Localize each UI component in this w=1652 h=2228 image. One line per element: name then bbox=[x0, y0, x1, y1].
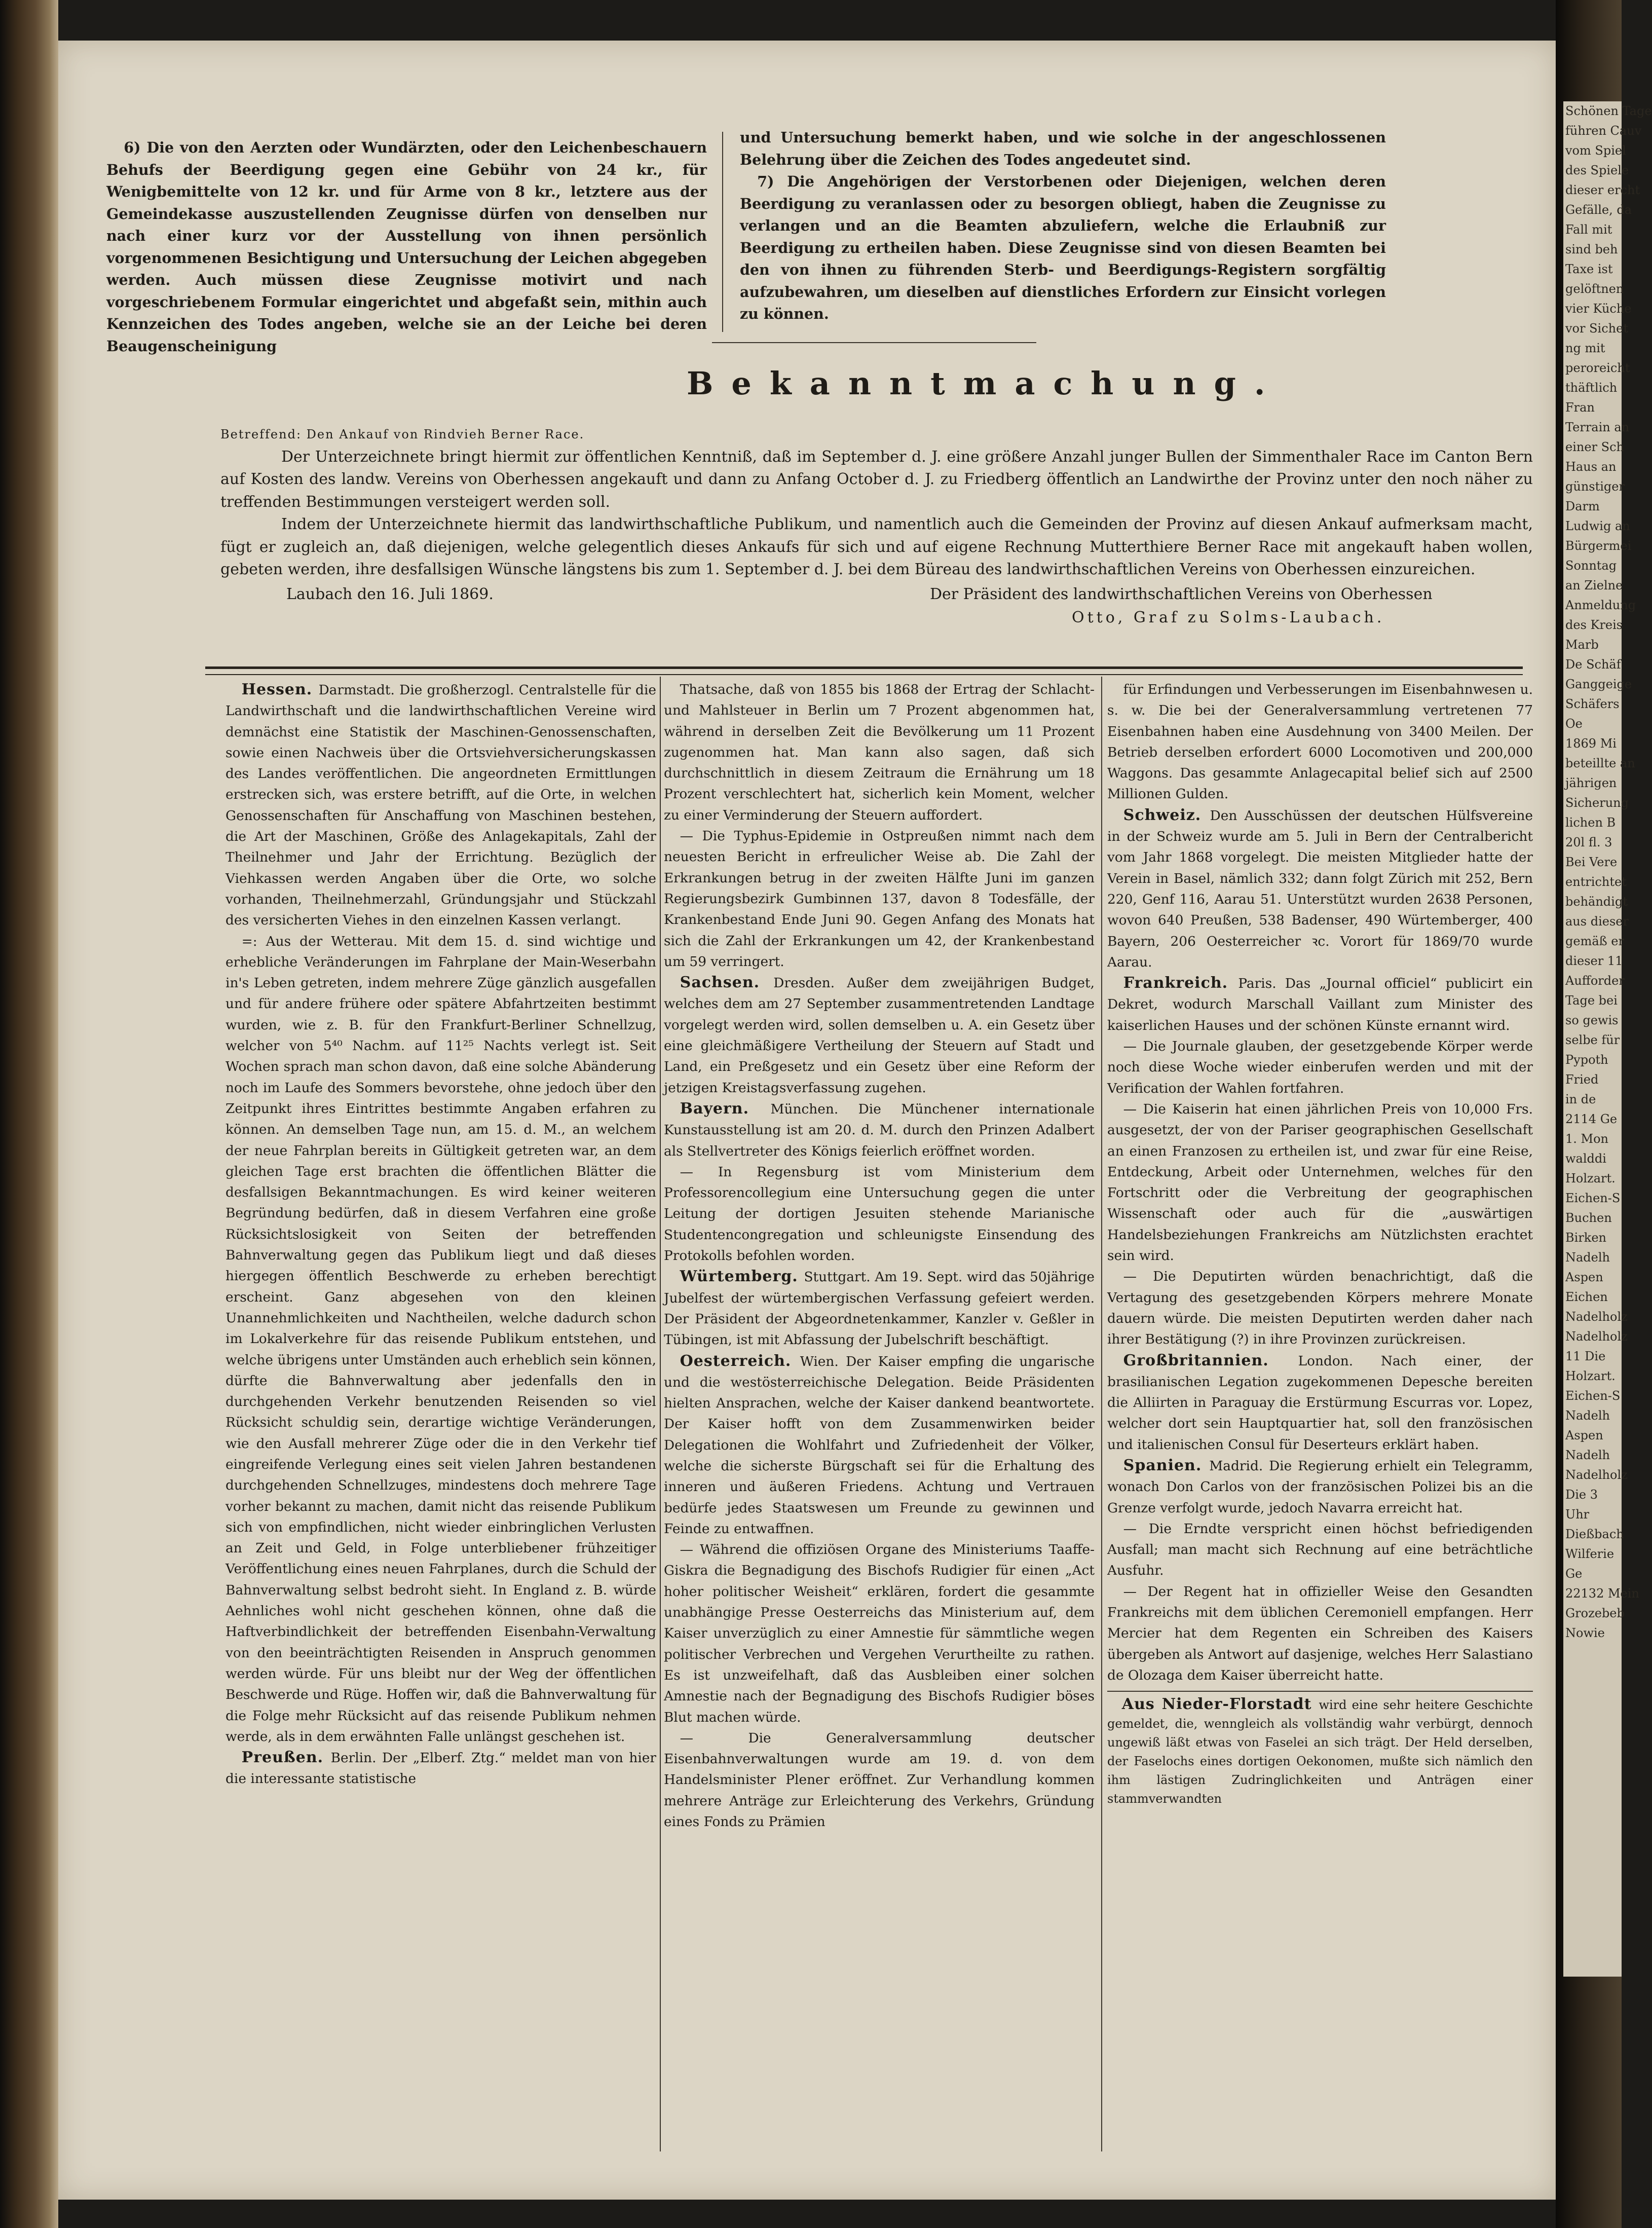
facing-page-fragment: Gefälle, da bbox=[1565, 203, 1632, 217]
facing-page-fragment: Ludwig an bbox=[1565, 519, 1630, 533]
facing-page-fragment: Nadelh bbox=[1565, 1408, 1610, 1423]
column-divider bbox=[1101, 677, 1102, 2151]
article-text: für Erfindungen und Verbesserungen im Eisenbahnwesen u. s. w. Die bei der Generalversammlung vertretenen 77 Eisenbahnen haben eine Ausdehnung von 3400 Meilen. Der Betrieb derselben erfordert 6000 Locomotiven und 200,000 Waggons. Das gesammte Anlagecapital belief sich auf 2500 Millionen Gulden. bbox=[1107, 682, 1533, 802]
article-heading: Frankreich. bbox=[1123, 974, 1238, 992]
article-text: Thatsache, daß von 1855 bis 1868 der Ertrag der Schlacht- und Mahlsteuer in Berlin um 7 Prozent abgenommen hat, während in derselben Zeit die Bevölkerung um 11 Prozent zugenommen hat. Man kann also sagen, daß sich durchschnittlich in diesem Zeitraum die Ernährung um 18 Prozent verschlechtert hat, sicherlich kein Moment, welcher zu einer Verminderung der Steuern auffordert. bbox=[664, 682, 1095, 823]
article-heading: Preußen. bbox=[241, 1749, 331, 1767]
article-paragraph bbox=[1107, 1099, 1533, 1266]
top-left-column bbox=[106, 137, 707, 357]
article-text: 6) Die von den Aerzten oder Wundärzten, oder den Leichenbeschauern Behufs der Beerdigung gegen eine Gebühr von 24 kr., für Wenigbemittelte von 12 kr. und für Arme von 8 kr., letztere aus der Gemeindekasse auszustellenden Zeugnisse dürfen von denselben nur nach einer kurz vor der Ausstellung von ihnen persönlich vorgenommenen Besichtigung und Untersuchung der Leichen abgegeben werden. Auch müssen diese Zeugnisse motivirt und nach vorgeschriebenem Formular eingerichtet und abgefaßt sein, mithin auch Kennzeichen des Todes angeben, welche sie an der Leiche bei deren Beaugenscheinigung bbox=[106, 139, 707, 355]
facing-page-fragment: selbe für bbox=[1565, 1033, 1620, 1047]
article-paragraph bbox=[1107, 1581, 1533, 1686]
article-text: und Untersuchung bemerkt haben, und wie solche in der angeschlossenen Belehrung über die Zeichen des Todes angedeutet sind. bbox=[740, 129, 1386, 168]
article-text: — Die Kaiserin hat einen jährlichen Preis von 10,000 Frs. ausgesetzt, der von der Pariser geographischen Gesellschaft an einen Franzosen zu ertheilen ist, und zwar für eine Reise, Entdeckung, Arbeit oder Unternehmen, welches für den Fortschritt oder die Verbreitung der geographischen Wissenschaft oder auch für die „auswärtigen Handelsbeziehungen Frankreichs am Nützlichsten erachtet sein wird. bbox=[1107, 1101, 1533, 1264]
article-heading: Oesterreich. bbox=[680, 1352, 800, 1370]
article-paragraph bbox=[664, 972, 1095, 1098]
article-paragraph bbox=[664, 1351, 1095, 1540]
facing-page-fragment: 22132 Mein bbox=[1565, 1586, 1639, 1601]
facing-page-fragment: Uhr bbox=[1565, 1507, 1590, 1521]
facing-page-fragment: Nadelholz bbox=[1565, 1468, 1628, 1482]
facing-page-fragment: beteillte an bbox=[1565, 756, 1635, 770]
facing-page-fragment: in de bbox=[1565, 1092, 1596, 1106]
facing-page-fragment: Aspen bbox=[1565, 1428, 1603, 1442]
facing-page-fragment: an Zielne bbox=[1565, 578, 1623, 592]
facing-page-fragment: ng mit bbox=[1565, 341, 1605, 355]
announcement-signer-title: Der Präsident des landwirthschaftlichen Vereins von Oberhessen bbox=[930, 585, 1433, 603]
article-heading: Würtemberg. bbox=[680, 1268, 804, 1286]
article-paragraph bbox=[1107, 1266, 1533, 1350]
article-paragraph bbox=[740, 171, 1386, 325]
facing-page-fragment: Grozebeb bbox=[1565, 1606, 1625, 1620]
article-heading: Großbritannien. bbox=[1123, 1351, 1298, 1369]
book-binding-left bbox=[0, 0, 58, 2228]
facing-page-fragment: so gewis bbox=[1565, 1013, 1619, 1027]
article-paragraph bbox=[664, 1539, 1095, 1728]
facing-page-fragment: gemäß er bbox=[1565, 934, 1624, 948]
facing-page-fragment: Birken bbox=[1565, 1231, 1606, 1245]
facing-page-fragment: sind beh bbox=[1565, 242, 1618, 256]
facing-page-fragment: Sonntag bbox=[1565, 559, 1617, 573]
article-paragraph bbox=[740, 127, 1386, 171]
facing-page-fragment: peroreicht bbox=[1565, 361, 1630, 375]
article-paragraph bbox=[664, 1266, 1095, 1350]
announcement-signature-block bbox=[220, 581, 1533, 630]
facing-page-fragment: aus dieser bbox=[1565, 914, 1629, 929]
facing-page-fragment: 2114 Ge bbox=[1565, 1112, 1618, 1126]
article-paragraph bbox=[106, 137, 707, 357]
news-column-1 bbox=[226, 679, 656, 1790]
article-text: wird eine sehr heitere Geschichte gemeldet, die, wenngleich als vollständig wahr verbürgt, dennoch ungewiß läßt etwas von Faselei an sich trägt. Der Held derselben, der Faselochs eines dortigen Oekonomen, mußte sich nämlich den ihm lästigen Zudringlichkeiten und Anträgen einer stammverwandten bbox=[1107, 1698, 1533, 1806]
facing-page-fragment: 11 Die bbox=[1565, 1349, 1606, 1363]
short-rule bbox=[712, 342, 1036, 343]
facing-page-fragment: Eichen bbox=[1565, 1290, 1608, 1304]
news-column-2 bbox=[664, 679, 1095, 1832]
facing-page-fragment: Die 3 bbox=[1565, 1488, 1598, 1502]
facing-page-fragment: Aspen bbox=[1565, 1270, 1603, 1284]
facing-page-fragment: 1. Mon bbox=[1565, 1132, 1609, 1146]
article-paragraph bbox=[1107, 1518, 1533, 1581]
newspaper-page bbox=[58, 41, 1556, 2200]
facing-page-fragment: gelöftnen bbox=[1565, 282, 1624, 296]
article-text: London. Nach einer, der brasilianischen Legation zugekommenen Depesche bereiten die Alliirten in Paraguay die Erstürmung Escurras vor. Lopez, welcher dort sein Hauptquartier hat, soll den französischen und italienischen Consul für Deserteurs erklärt haben. bbox=[1107, 1353, 1533, 1453]
facing-page-fragment: Holzart. bbox=[1565, 1171, 1616, 1185]
facing-page-fragment: Anmeldung bbox=[1565, 598, 1636, 612]
article-paragraph bbox=[1107, 1036, 1533, 1099]
top-right-column bbox=[740, 127, 1386, 325]
local-news-item bbox=[1107, 1695, 1533, 1808]
facing-page-fragment: Dießbach bbox=[1565, 1527, 1624, 1541]
facing-page-fragment: Darm bbox=[1565, 499, 1600, 513]
article-text: — Während die offiziösen Organe des Ministeriums Taaffe-Giskra die Begnadigung des Bischofs Rudigier für einen „Act hoher politischer Weisheit“ erklären, fordert die gesammte unabhängige Presse Oesterreichs das Ministerium auf, dem Kaiser unverzüglich zu einer Amnestie für sämmtliche wegen politischer Verbrechen und Vergehen Verurtheilte zu rathen. Es ist unzweifelhaft, daß das Ausbleiben einer solchen Amnestie nach der Begnadigung des Bischofs Rudigier böses Blut machen würde. bbox=[664, 1542, 1095, 1725]
facing-page-fragment: Tage bei bbox=[1565, 993, 1618, 1008]
facing-page-fragment: Sicherung bbox=[1565, 796, 1629, 810]
facing-page-fragment: behändigt bbox=[1565, 895, 1628, 909]
article-paragraph bbox=[1107, 805, 1533, 973]
announcement-title: Bekanntmachung. bbox=[687, 365, 1284, 402]
article-text: Darmstadt. Die großherzogl. Centralstelle für die Landwirthschaft und die landwirthschaftlichen Vereine wird demnächst eine Statistik der Maschinen-Genossenschaften, sowie einen Nachweis über die Ortsviehversicherungskassen des Landes veröffentlichen. Die angeordneten Ermittlungen erstrecken sich, was erstere betrifft, auf die Orte, in welchen Genossenschaften für Anschaffung von Maschinen bestehen, die Art der Maschinen, Größe des Anlagekapitals, Zahl der Theilnehmer und Jahr der Errichtung. Bezüglich der Viehkassen werden Angaben über die Orte, wo solche vorhanden, Theilnehmerzahl, Gründungsjahr und Stückzahl des versicherten Viehes in den einzelnen Kassen verlangt. bbox=[226, 682, 656, 929]
facing-page-fragment: walddi bbox=[1565, 1152, 1606, 1166]
article-paragraph bbox=[1107, 1455, 1533, 1518]
facing-page-fragment: 20l fl. 3 bbox=[1565, 835, 1612, 849]
article-text: — In Regensburg ist vom Ministerium dem Professorencollegium eine Untersuchung gegen die unter Leitung der dortigen Jesuiten stehende Marianische Studentencongregation und schleunigste Einsendung des Protokolls befohlen worden. bbox=[664, 1164, 1095, 1264]
article-heading: Schweiz. bbox=[1123, 806, 1210, 824]
article-paragraph bbox=[664, 826, 1095, 972]
facing-page-fragment: lichen B bbox=[1565, 815, 1616, 830]
article-text: Stuttgart. Am 19. Sept. wird das 50jährige Jubelfest der würtembergischen Verfassung gefeiert werden. Der Präsident der Abgeordnetenkammer, Kanzler v. Geßler in Tübingen, ist mit Abfassung der Jubelschrift beschäftigt. bbox=[664, 1269, 1095, 1348]
facing-page-fragment: Fran bbox=[1565, 400, 1595, 415]
facing-page-fragment: führen Cauv bbox=[1565, 124, 1642, 138]
facing-page-fragment: dieser 11 bbox=[1565, 954, 1623, 968]
facing-page-fragment: des Kreis bbox=[1565, 618, 1623, 632]
facing-page-fragment: 1869 Mi bbox=[1565, 736, 1617, 751]
facing-page-fragment: Fried bbox=[1565, 1072, 1599, 1087]
article-text: — Der Regent hat in offizieller Weise den Gesandten Frankreichs mit dem üblichen Ceremoniell empfangen. Herr Mercier hat dem Regenten ein Schreiben des Kaisers übergeben als Antwort auf dasjenige, welches Herr Salastiano de Olozaga dem Kaiser überreicht hatte. bbox=[1107, 1583, 1533, 1683]
article-text: Madrid. Die Regierung erhielt ein Telegramm, wonach Don Carlos von der französischen Polizei bis an die Grenze verfolgt wurde, jedoch Navarra erreicht hat. bbox=[1107, 1458, 1533, 1516]
announcement-signer-name: Otto, Graf zu Solms-Laubach. bbox=[1072, 608, 1385, 626]
article-text: — Die Typhus-Epidemie in Ostpreußen nimmt nach dem neuesten Bericht in erfreulicher Weise ab. Die Zahl der Erkrankungen betrug in der zweiten Hälfte Juni im ganzen Regierungsbezirk Gumbinnen 137, davon 8 Todesfälle, der Krankenbestand Ende Juni 90. Gegen Anfang des Monats hat sich die Zahl der Erkrankungen um 42, der Krankenbestand um 59 verringert. bbox=[664, 828, 1095, 970]
facing-page-fragment: Fall mit bbox=[1565, 222, 1612, 237]
facing-page-fragment: Buchen bbox=[1565, 1211, 1612, 1225]
announcement-paragraph: Indem der Unterzeichnete hiermit das landwirthschaftliche Publikum, und namentlich auch die Gemeinden der Provinz auf diesen Ankauf aufmerksam macht, fügt er zugleich an, daß diejenigen, welche gelegentlich dieses Ankaufs für sich und auf eigene Rechnung Mutterthiere Berner Race mit angekauft haben wollen, gebeten werden, ihre desfallsigen Wünsche längstens bis zum 1. September d. J. bei dem Büreau des landwirthschaftlichen Vereins von Oberhessen einzureichen. bbox=[220, 515, 1533, 578]
article-heading: Bayern. bbox=[680, 1099, 771, 1118]
article-text: Wien. Der Kaiser empfing die ungarische und die westösterreichische Delegation. Beide Präsidenten hielten Ansprachen, welche der Kaiser dankend beantwortete. Der Kaiser hofft von dem Zusammenwirken beider Delegationen die Wohlfahrt und Zufriedenheit der Völker, welche die sicherste Bürgschaft sei für die Erhaltung des inneren und äußeren Friedens. Achtung und Vertrauen bedürfe jedes Staatswesen um Freunde zu gewinnen und Feinde zu entwaffnen. bbox=[664, 1353, 1095, 1537]
facing-page-fragment: Ge bbox=[1565, 1567, 1583, 1581]
article-text: Berlin. Der „Elberf. Ztg.“ meldet man von hier die interessante statistische bbox=[226, 1750, 656, 1787]
facing-page-edge bbox=[1563, 101, 1652, 1977]
facing-page-fragment: Nadelholz bbox=[1565, 1329, 1628, 1344]
section-rule bbox=[205, 666, 1523, 675]
article-paragraph bbox=[1107, 679, 1533, 805]
announcement-subject: Betreffend: Den Ankauf von Rindvieh Berner Race. bbox=[220, 427, 585, 441]
article-text: — Die Generalversammlung deutscher Eisenbahnverwaltungen wurde am 19. d. von dem Handelsminister Plener eröffnet. Zur Verhandlung kommen mehrere Anträge zur Erleichterung des Verkehrs, Gründung eines Fonds zu Prämien bbox=[664, 1730, 1095, 1830]
article-paragraph bbox=[664, 1162, 1095, 1266]
facing-page-fragment: Holzart. bbox=[1565, 1369, 1616, 1383]
article-paragraph bbox=[226, 931, 656, 1748]
facing-page-fragment: Eichen-S bbox=[1565, 1191, 1621, 1205]
article-heading: Sachsen. bbox=[680, 974, 774, 992]
facing-page-fragment: Wilferie bbox=[1565, 1547, 1615, 1561]
item-rule bbox=[1107, 1691, 1533, 1692]
facing-page-fragment: Marb bbox=[1565, 638, 1599, 652]
article-text: — Die Deputirten würden benachrichtigt, daß die Vertagung des gesetzgebenden Körpers mehrere Monate dauern würde. Die meisten Deputirten werden daher nach ihrer Bestätigung (?) in ihre Provinzen zurückreisen. bbox=[1107, 1269, 1533, 1348]
article-paragraph bbox=[1107, 973, 1533, 1036]
announcement-place-date: Laubach den 16. Juli 1869. bbox=[286, 585, 494, 603]
column-divider bbox=[660, 677, 661, 2151]
facing-page-fragment: entrichtet bbox=[1565, 875, 1627, 889]
facing-page-fragment: Pypoth bbox=[1565, 1053, 1608, 1067]
facing-page-fragment: Schönen Tage bbox=[1565, 104, 1652, 118]
facing-page-fragment: vom Spiel bbox=[1565, 143, 1626, 158]
facing-page-fragment: Nowie bbox=[1565, 1626, 1605, 1640]
facing-page-fragment: Terrain an bbox=[1565, 420, 1630, 434]
article-paragraph bbox=[226, 1747, 656, 1790]
article-text: Paris. Das „Journal officiel“ publicirt ein Dekret, wodurch Marschall Vaillant zum Minister des kaiserlichen Hauses und der schönen Künste ernannt wird. bbox=[1107, 976, 1533, 1033]
article-text: Den Ausschüssen der deutschen Hülfsvereine in der Schweiz wurde am 5. Juli in Bern der Centralbericht vom Jahr 1868 vorgelegt. Die meisten Mitglieder hatte der Verein in Basel, nämlich 332; dann folgt Zürich mit 252, Bern 220, Genf 116, Aarau 51. Unterstützt wurden 2638 Personen, wovon 640 Preußen, 538 Badenser, 490 Würtemberger, 400 Bayern, 206 Oesterreicher ꝛc. Vorort für 1869/70 wurde Aarau. bbox=[1107, 807, 1533, 970]
article-paragraph bbox=[1107, 1350, 1533, 1455]
article-text: — Die Erndte verspricht einen höchst befriedigenden Ausfall; man macht sich Rechnung auf eine beträchtliche Ausfuhr. bbox=[1107, 1520, 1533, 1579]
facing-page-fragment: Taxe ist bbox=[1565, 262, 1613, 276]
facing-page-fragment: des Spiele bbox=[1565, 163, 1629, 177]
facing-page-fragment: vier Küche bbox=[1565, 302, 1632, 316]
article-paragraph bbox=[664, 679, 1095, 826]
article-text: =: Aus der Wetterau. Mit dem 15. d. sind wichtige und erhebliche Veränderungen im Fahrplane der Main-Weserbahn in's Leben getreten, indem mehrere Züge gänzlich ausgefallen und für andere frühere oder spätere Abfahrtzeiten bestimmt wurden, wie z. B. für den Frankfurt-Berliner Schnellzug, welcher von 5⁴⁰ Nachm. auf 11²⁵ Nachts verlegt ist. Seit Wochen sprach man schon davon, daß eine solche Abänderung noch im Laufe des Sommers bevorstehe, ohne jedoch über den Zeitpunkt ihres Eintrittes bestimmte Angaben erfahren zu können. An demselben Tage nun, am 15. d. M., an welchem der neue Fahrplan bereits in Gültigkeit getreten war, an dem gleichen Tage erst brachten die öffentlichen Blätter die desfallsigen Bekanntmachungen. Es wird keiner weiteren Begründung bedürfen, daß in diesem Verfahren eine große Rücksichtslosigkeit von Seiten der betreffenden Bahnverwaltung gegen das Publikum liegt und daß dieses hiergegen öffentlich Beschwerde zu erheben berechtigt erscheint. Ganz abgesehen von den kleinen Unannehmlichkeiten und Nachtheilen, welche dadurch schon im Lokalverkehre für das reisende Publikum entstehen, und welche übrigens unter Umständen auch erheblich sein können, dürfte die Bahnverwaltung aber jedenfalls den in durchgehenden Verkehr benutzenden Reisenden so viel Rücksicht schuldig sein, derartige wichtige Veränderungen, wie den Ausfall mehrerer Züge oder die in den Verkehr tief eingreifende Verlegung eines seit vielen Jahren bestandenen durchgehenden Schnellzuges, mindestens doch mehrere Tage vorher bekannt zu machen, damit nicht das reisende Publikum sich von empfindlichen, nicht wieder einbringlichen Verlusten an Zeit und Geld, in Folge unterbliebener frühzeitiger Veröffentlichung eines neuen Fahrplanes, durch die Schuld der Bahnverwaltung selbst bedroht sieht. In England z. B. würde Aehnliches wohl nicht geschehen können, ohne daß die Haftverbindlichkeit der betreffenden Eisenbahn-Verwaltung von den beeinträchtigten Reisenden in Anspruch genommen werden würde. Für uns bleibt nur der Weg der öffentlichen Beschwerde und Rüge. Hoffen wir, daß die Bahnverwaltung für die Folge mehr Rücksicht auf das reisende Publikum nehmen werde, als in dem erwähnten Falle unlängst geschehen ist. bbox=[226, 933, 656, 1744]
facing-page-fragment: dieser ercht bbox=[1565, 183, 1640, 197]
article-heading: Spanien. bbox=[1123, 1456, 1210, 1474]
facing-page-fragment: De Schäf bbox=[1565, 657, 1621, 672]
top-column-divider bbox=[722, 132, 723, 332]
facing-page-fragment: Bei Vere bbox=[1565, 855, 1618, 869]
news-column-3 bbox=[1107, 679, 1533, 1808]
facing-page-fragment: Haus an bbox=[1565, 460, 1617, 474]
facing-page-fragment: jährigen bbox=[1565, 776, 1617, 790]
article-paragraph bbox=[664, 1728, 1095, 1832]
facing-page-fragment: Nadelh bbox=[1565, 1448, 1610, 1462]
announcement-body bbox=[220, 423, 1533, 630]
article-text: — Die Journale glauben, der gesetzgebende Körper werde noch diese Woche wieder einberufen werden und mit der Verification der Wahlen fortfahren. bbox=[1107, 1038, 1533, 1096]
facing-page-fragment: einer Sch bbox=[1565, 440, 1624, 454]
facing-page-fragment: Ganggeige bbox=[1565, 677, 1632, 691]
article-text: 7) Die Angehörigen der Verstorbenen oder Diejenigen, welchen deren Beerdigung zu veranlassen oder zu besorgen obliegt, haben die Zeugnisse zu verlangen und an die Beamten abzuliefern, welche die Erlaubniß zur Beerdigung zu ertheilen haben. Diese Zeugnisse sind von diesen Beamten bei den von ihnen zu führenden Sterb- und Beerdigungs-Registern sorgfältig aufzubewahren, um dieselben auf dienstliches Erfordern zur Einsicht vorlegen zu können. bbox=[740, 173, 1386, 322]
facing-page-fragment: Eichen-S bbox=[1565, 1389, 1621, 1403]
facing-page-fragment: thäftlich bbox=[1565, 381, 1618, 395]
facing-page-fragment: Aufforder bbox=[1565, 974, 1625, 988]
facing-page-fragment: Schäfers bbox=[1565, 697, 1620, 711]
article-paragraph bbox=[664, 1098, 1095, 1162]
article-text: München. Die Münchener internationale Kunstausstellung ist am 20. d. M. durch den Prinzen Adalbert als Stellvertreter des Königs feierlich eröffnet worden. bbox=[664, 1101, 1095, 1159]
article-heading: Hessen. bbox=[241, 681, 319, 698]
facing-page-fragment: vor Sichet bbox=[1565, 321, 1628, 336]
article-paragraph bbox=[1107, 1695, 1533, 1808]
facing-page-fragment: Bürgermei bbox=[1565, 539, 1632, 553]
facing-page-fragment: günstiger bbox=[1565, 479, 1625, 494]
article-paragraph bbox=[226, 679, 656, 931]
facing-page-fragment: Oe bbox=[1565, 717, 1583, 731]
announcement-paragraph: Der Unterzeichnete bringt hiermit zur öffentlichen Kenntniß, daß im September d. J. eine größere Anzahl junger Bullen der Simmenthaler Race im Canton Bern auf Kosten des landw. Vereins von Oberhessen angekauft und dann zu Anfang October d. J. zu Friedberg öffentlich an Landwirthe der Provinz unter den noch näher zu treffenden Bestimmungen versteigert werden soll. bbox=[220, 448, 1533, 511]
facing-page-fragment: Nadelholz bbox=[1565, 1310, 1628, 1324]
article-text: Dresden. Außer dem zweijährigen Budget, welches dem am 27 September zusammentretenden Landtage vorgelegt werden wird, sollen demselben u. A. ein Gesetz über eine gleichmäßigere Vertheilung der Steuern auf Stadt und Land, ein Preßgesetz und ein Gesetz über eine Reform der jetzigen Kreistagsverfassung zugehen. bbox=[664, 975, 1095, 1096]
facing-page-fragment: Nadelh bbox=[1565, 1250, 1610, 1265]
article-heading: Aus Nieder-Florstadt bbox=[1121, 1695, 1319, 1714]
